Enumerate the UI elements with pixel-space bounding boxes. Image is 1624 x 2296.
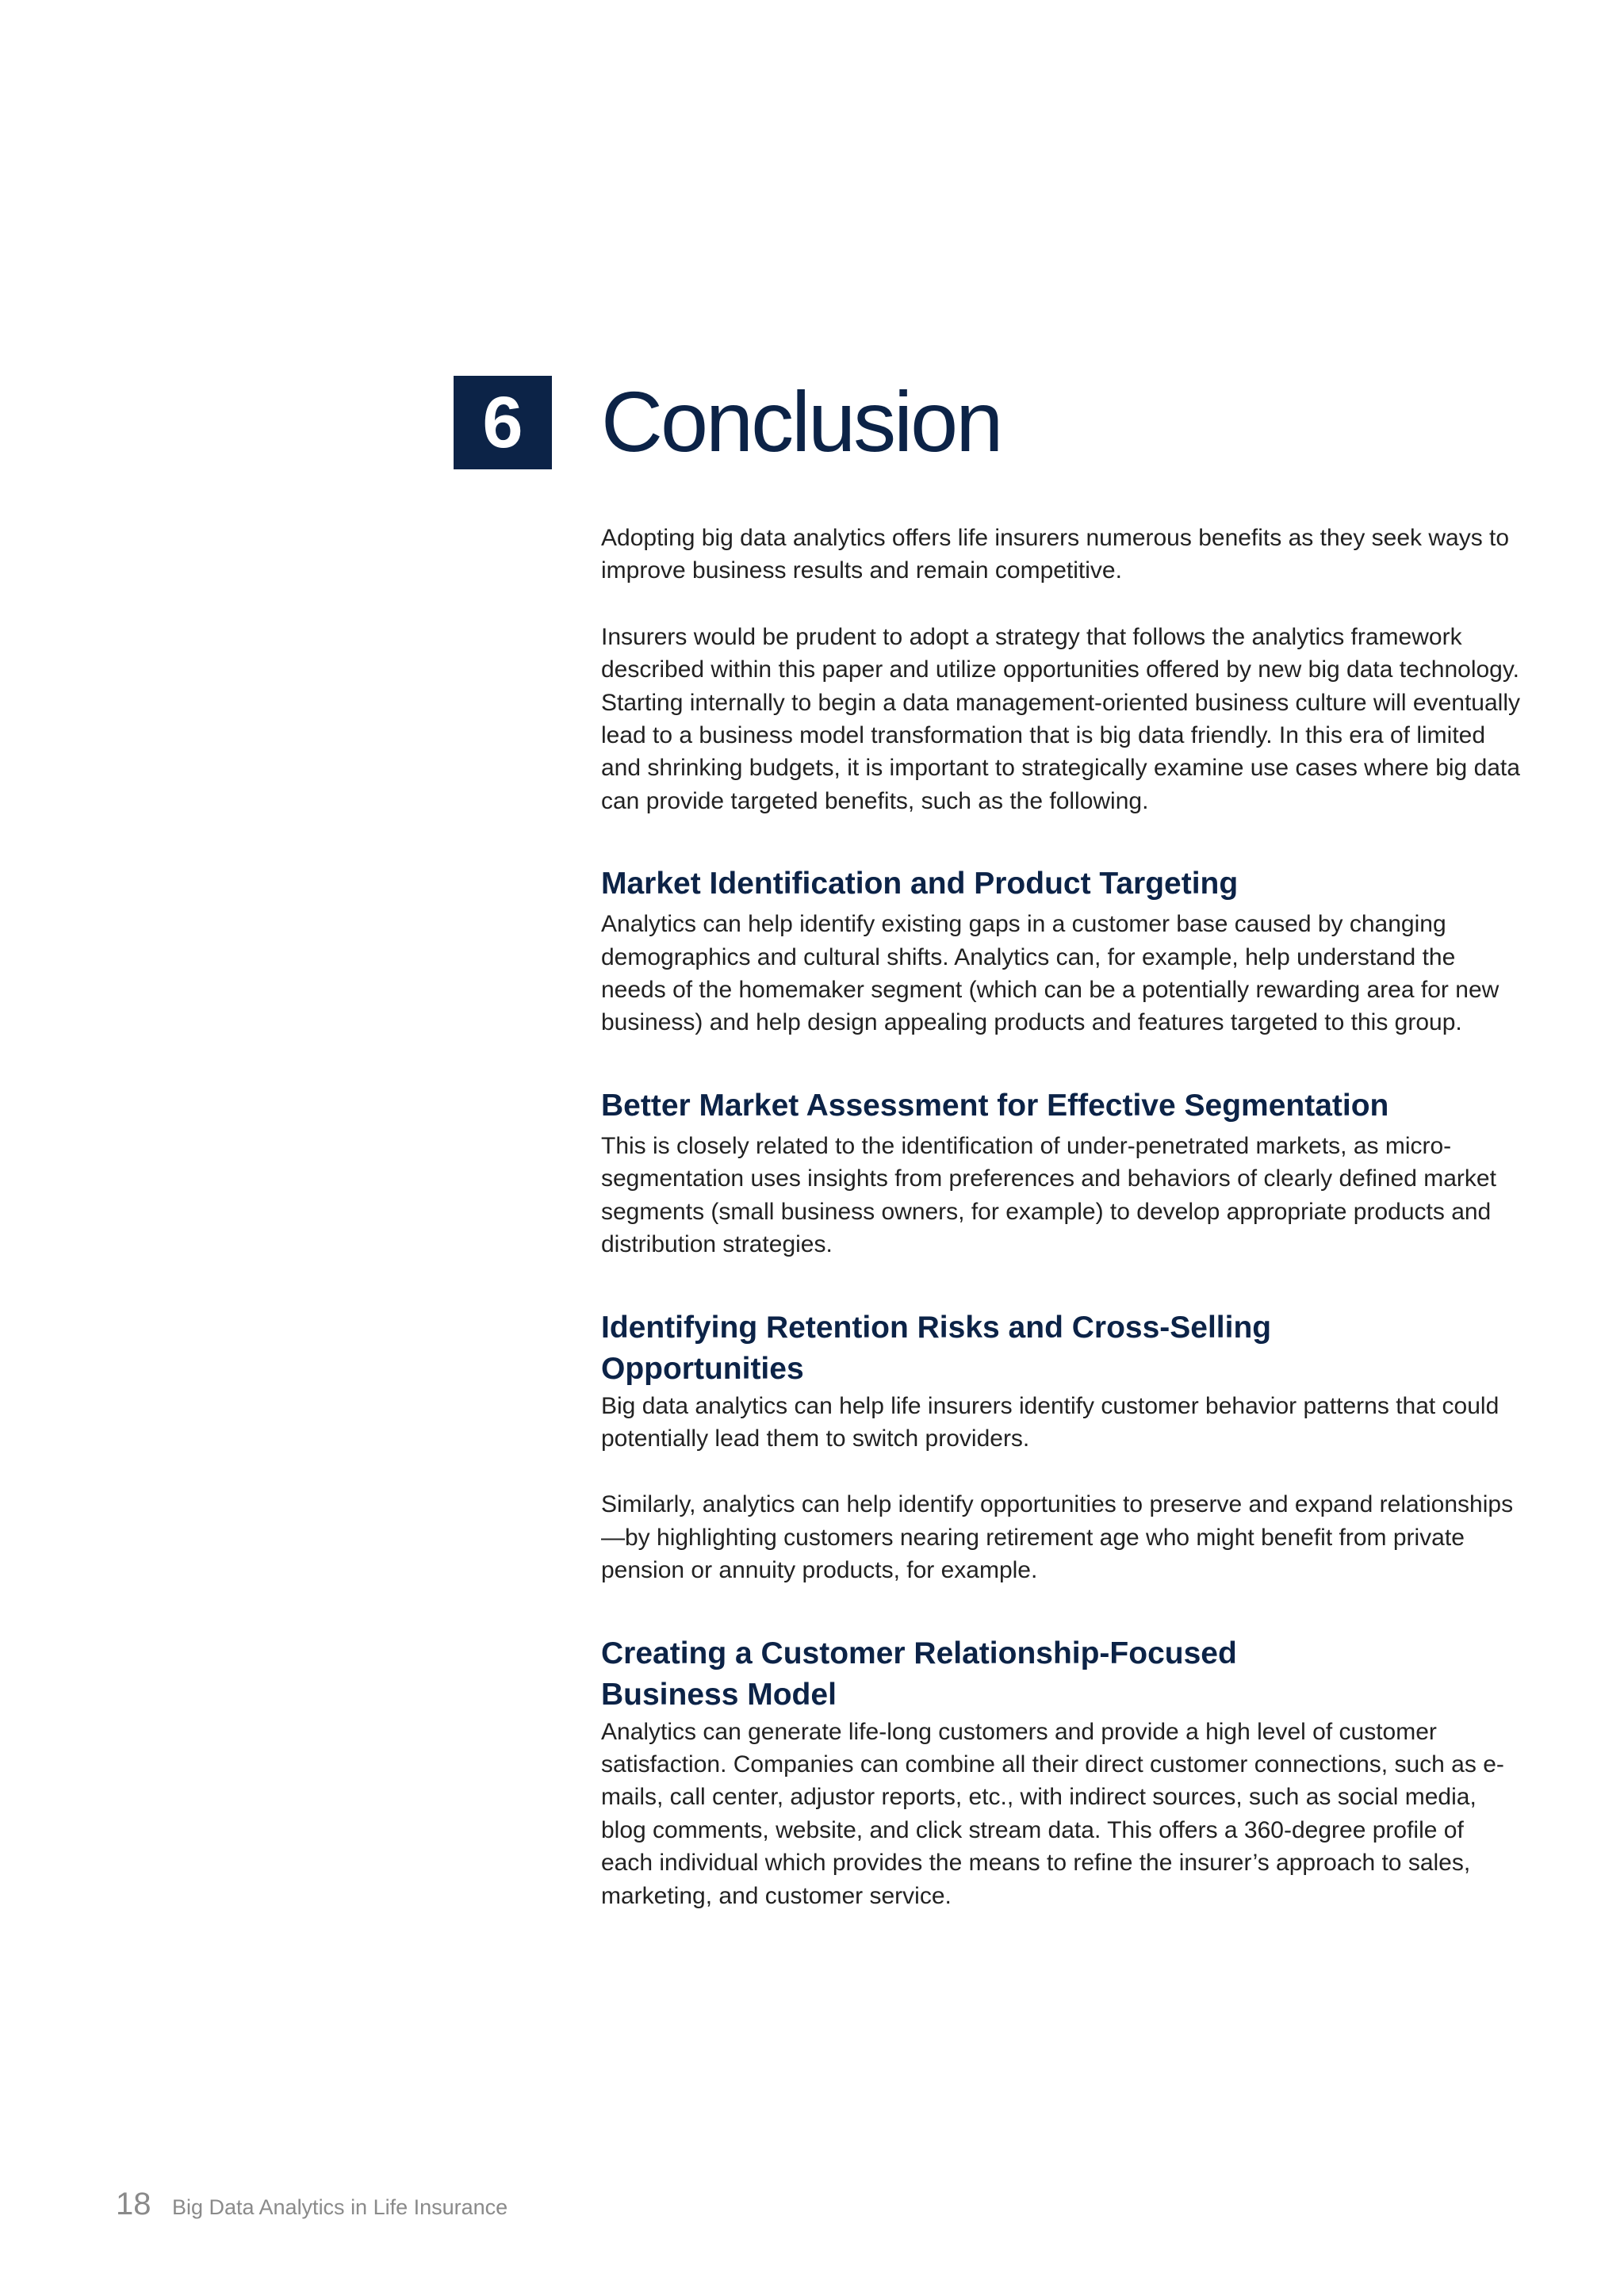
- section-heading-retention-risks: Identifying Retention Risks and Cross-Selling Opportunities: [601, 1310, 1272, 1386]
- chapter-title: Conclusion: [601, 373, 1002, 469]
- section-heading-market-identification: Market Identification and Product Targeting: [601, 867, 1239, 901]
- intro-paragraph-1: Adopting big data analytics offers life insurers numerous benefits as they seek ways to improve business results and remain competitive.: [601, 525, 1510, 584]
- page-number: 18: [116, 2187, 151, 2221]
- section-paragraph-retention-risks-2: Similarly, analytics can help identify opportunities to preserve and expand relationships—by highlighting customers nearing retirement age who might benefit from private pension or annuity products, for example.: [601, 1491, 1514, 1584]
- page-footer: [116, 2187, 508, 2222]
- section-heading-customer-relationship: Creating a Customer Relationship-Focused Business Model: [601, 1636, 1237, 1712]
- section-paragraph-market-assessment: This is closely related to the identification of under-penetrated markets, as micro-segmentation uses insights from preferences and behaviors of clearly defined market segments (small business owners, for example) to develop appropriate products and distribution strategies.: [601, 1132, 1496, 1258]
- intro-paragraph-2: Insurers would be prudent to adopt a strategy that follows the analytics framework described within this paper and utilize opportunities offered by new big data technology. Starting internally to begin a data management-oriented business culture will eventually lead to a business model transformation that is big data friendly. In this era of limited and shrinking budgets, it is important to strategically examine use cases where big data can provide targeted benefits, such as the following.: [601, 623, 1520, 814]
- section-paragraph-market-identification: Analytics can help identify existing gaps in a customer base caused by changing demographics and cultural shifts. Analytics can, for example, help understand the needs of the homemaker segment (which can be a potentially rewarding area for new business) and help design appealing products and features targeted to this group.: [601, 911, 1500, 1036]
- chapter-number-badge: 6: [454, 376, 552, 469]
- chapter-body: [601, 522, 1521, 1912]
- section-paragraph-retention-risks-1: Big data analytics can help life insurers identify customer behavior patterns that could potentially lead them to switch providers.: [601, 1392, 1500, 1452]
- section-paragraph-customer-relationship: Analytics can generate life-long customers and provide a high level of customer satisfaction. Companies can combine all their direct customer connections, such as e-mails, call center, adjustor reports, etc., with indirect sources, such as social media, blog comments, website, and click stream data. This offers a 360-degree profile of each individual which provides the means to refine the insurer’s approach to sales, marketing, and customer service.: [601, 1718, 1504, 1909]
- document-title: Big Data Analytics in Life Insurance: [171, 2195, 508, 2219]
- section-heading-market-assessment: Better Market Assessment for Effective Segmentation: [601, 1088, 1389, 1123]
